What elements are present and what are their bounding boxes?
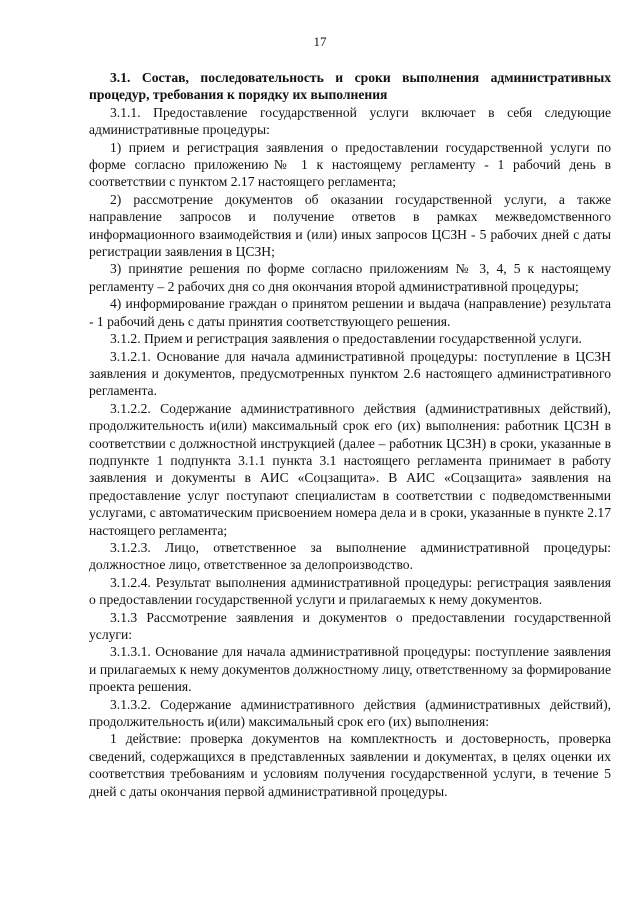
document-body bbox=[89, 69, 611, 800]
paragraph: 3.1.2.1. Основание для начала административной процедуры: поступление в ЦСЗН заявления и документов, предусмотренных пунктом 2.6 настоящего административного регламента. bbox=[89, 348, 611, 399]
paragraph: 1 действие: проверка документов на комплектность и достоверность, проверка сведений, содержащихся в представленных заявлении и документах, в целях оценки их соответствия требованиям и условиям получения государственной услуги, в течение 5 дней с даты окончания первой административной процедуры. bbox=[89, 731, 611, 799]
paragraph: 3.1.2.3. Лицо, ответственное за выполнение административной процедуры: должностное лицо, ответственное за делопроизводство. bbox=[89, 539, 611, 573]
paragraph: 2) рассмотрение документов об оказании государственной услуги, а также направление запросов и получение ответов в рамках межведомственного информационного взаимодействия и (или) иных запросов ЦСЗН - 5 рабочих дней с даты регистрации заявления в ЦСЗН; bbox=[89, 191, 611, 260]
paragraph: 3) принятие решения по форме согласно приложениям № 3, 4, 5 к настоящему регламенту – 2 рабочих дня со дня окончания второй административной процедуры; bbox=[89, 261, 611, 294]
paragraph: 3.1.2.4. Результат выполнения административной процедуры: регистрация заявления о предоставлении государственной услуги и прилагаемых к нему документов. bbox=[89, 574, 611, 608]
paragraph: 1) прием и регистрация заявления о предоставлении государственной услуги по форме согласно приложению№ 1 к настоящему регламенту - 1 рабочий день в соответствии с пунктом 2.17 настоящего регламента; bbox=[89, 139, 611, 190]
paragraph: 3.1.2. Прием и регистрация заявления о предоставлении государственной услуги. bbox=[110, 331, 582, 347]
paragraph: 3.1.3 Рассмотрение заявления и документов о предоставлении государственной услуги: bbox=[89, 609, 611, 642]
page-number: 17 bbox=[313, 34, 327, 49]
paragraph: 3.1.1. Предоставление государственной услуги включает в себя следующие административные процедуры: bbox=[89, 104, 611, 138]
paragraph: 3.1.3.1. Основание для начала административной процедуры: поступление заявления и прилагаемых к нему документов должностному лицу, ответственному за формирование проекта решения. bbox=[89, 644, 611, 695]
paragraph: 3.1.3.2. Содержание административного действия (административных действий), продолжительность и(или) максимальный срок его (их) выполнения: bbox=[89, 696, 611, 730]
paragraph: 4) информирование граждан о принятом решении и выдача (направление) результата - 1 рабочий день с даты принятия соответствующего решения. bbox=[89, 296, 611, 329]
section-heading: 3.1. Состав, последовательность и сроки выполнения административных процедур, требования к порядку их выполнения bbox=[89, 70, 611, 103]
paragraph: 3.1.2.2. Содержание административного действия (административных действий), продолжительность и(или) максимальный срок его (их) выполнения: работник ЦСЗН в соответствии с должностной инструкцией (далее – работник ЦСЗН) в сроки, указанные в подпункте 1 подпункта 3.1.1 пункта 3.1 настоящего регламента принимает в работу заявления и документы в АИС «Соцзащита». В АИС «Соцзащита» заявления на предоставление услуг поступают специалистам в соответствии с подведомственными услугами, с автоматическим присвоением номера дела и в сроки, указанные в пункте 2.17 настоящего регламента; bbox=[89, 400, 611, 538]
